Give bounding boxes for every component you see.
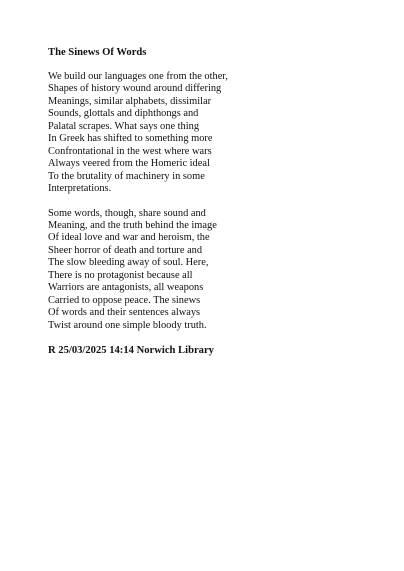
poem-line: Sounds, glottals and diphthongs and [48, 108, 199, 120]
poem-line: The slow bleeding away of soul. Here, [48, 257, 209, 269]
poem-line: Confrontational in the west where wars [48, 145, 212, 157]
poem-line: Carried to oppose peace. The sinews [48, 294, 201, 306]
poem [48, 46, 368, 357]
poem-line: To the brutality of machinery in some [48, 170, 205, 182]
poem-line: In Greek has shifted to something more [48, 133, 213, 145]
poem-line: Shapes of history wound around differing [48, 83, 222, 95]
poem-line: Always veered from the Homeric ideal [48, 158, 210, 170]
poem-title: The Sinews Of Words [48, 47, 147, 58]
poem-line: Sheer horror of death and torture and [48, 244, 203, 256]
poem-line: Meaning, and the truth behind the image [48, 219, 217, 231]
poem-line: Of ideal love and war and heroism, the [48, 232, 210, 244]
poem-line: There is no protagonist because all [48, 269, 193, 281]
poem-line: Palatal scrapes. What says one thing [48, 120, 200, 132]
stanza-2 [48, 208, 368, 333]
poem-line: Meanings, similar alphabets, dissimilar [48, 95, 212, 107]
footer-stamp: R 25/03/2025 14:14 Norwich Library [48, 345, 214, 357]
poem-line: Interpretations. [48, 183, 112, 195]
poem-line: Warriors are antagonists, all weapons [48, 282, 204, 294]
stanza-1 [48, 71, 368, 196]
poem-line: We build our languages one from the other, [48, 71, 228, 82]
poem-line: Twist around one simple bloody truth. [48, 319, 207, 331]
poem-line: Of words and their sentences always [48, 307, 201, 319]
poem-line: Some words, though, share sound and [48, 207, 206, 219]
